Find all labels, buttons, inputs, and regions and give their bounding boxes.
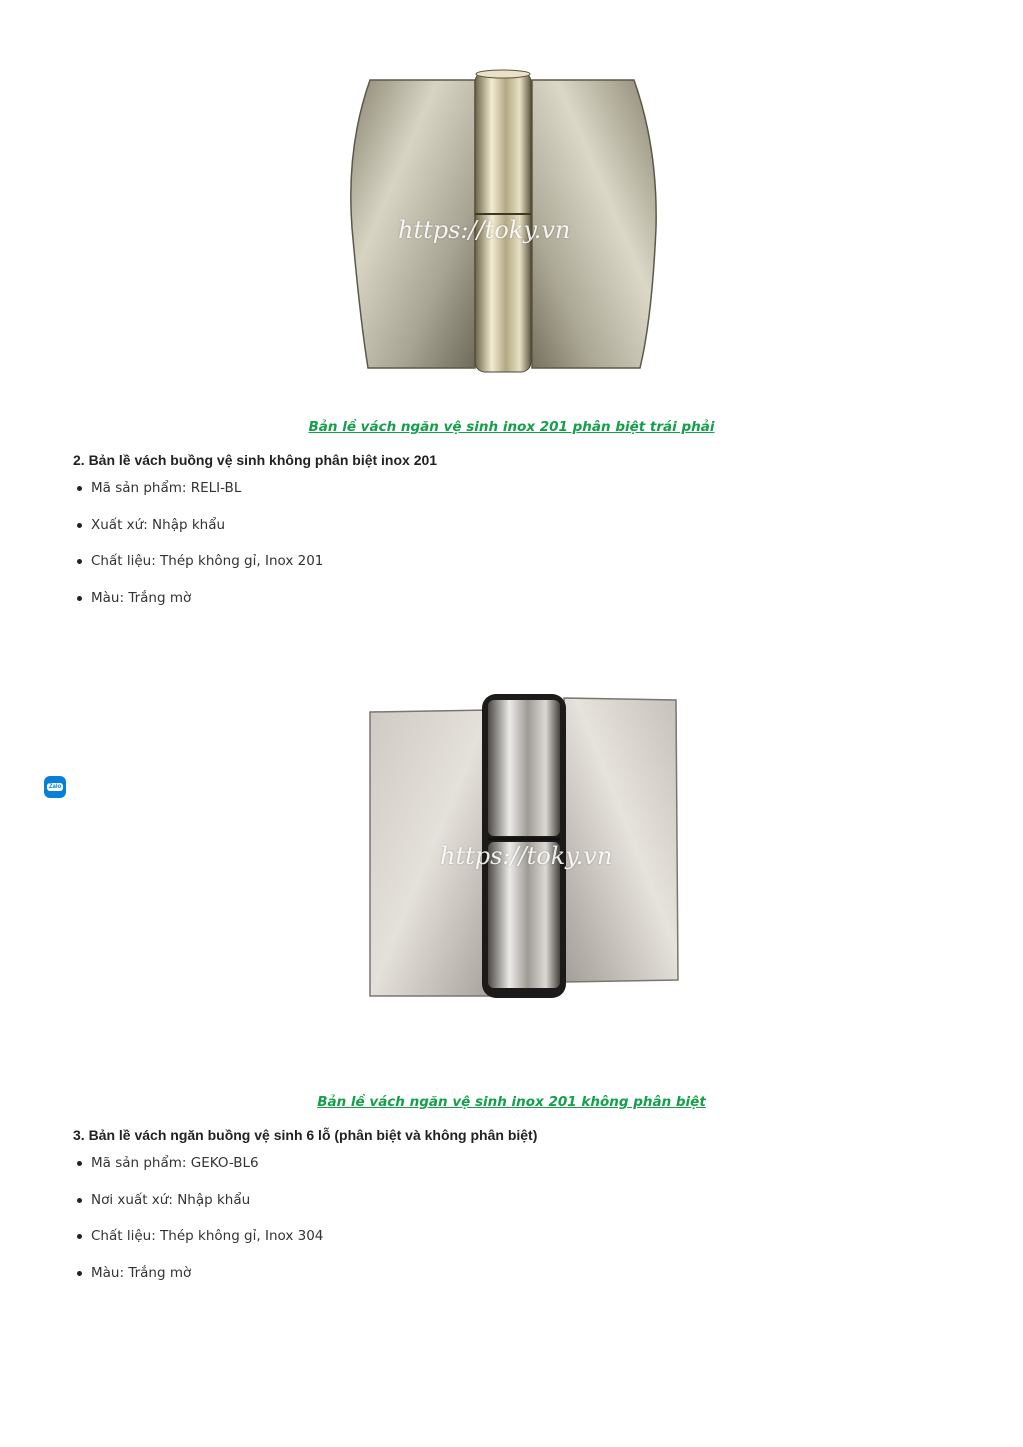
list-item: Màu: Trắng mờ — [73, 589, 323, 626]
spec-list-3 — [73, 1154, 323, 1300]
figure-caption-2[interactable]: Bản lề vách ngăn vệ sinh inox 201 không phân biệt — [317, 1094, 706, 1110]
zalo-chat-icon[interactable] — [44, 776, 66, 798]
list-item: Nơi xuất xứ: Nhập khẩu — [73, 1191, 323, 1228]
list-item: Chất liệu: Thép không gỉ, Inox 304 — [73, 1227, 323, 1264]
section-heading-3: 3. Bản lề vách ngăn buồng vệ sinh 6 lỗ (phân biệt và không phân biệt) — [73, 1127, 538, 1143]
list-item: Mã sản phẩm: GEKO-BL6 — [73, 1154, 323, 1191]
list-item: Chất liệu: Thép không gỉ, Inox 201 — [73, 552, 323, 589]
spec-list-2 — [73, 479, 323, 625]
figure-caption-1[interactable]: Bản lề vách ngăn vệ sinh inox 201 phân biệt trái phải — [308, 419, 715, 435]
hinge-image-1 — [340, 68, 670, 378]
list-item: Màu: Trắng mờ — [73, 1264, 323, 1301]
watermark-text: https://toky.vn — [398, 216, 571, 244]
zalo-label: Zalo — [48, 784, 62, 790]
list-item: Xuất xứ: Nhập khẩu — [73, 516, 323, 553]
hinge-image-2 — [366, 690, 682, 1002]
list-item: Mã sản phẩm: RELI-BL — [73, 479, 323, 516]
section-heading-2: 2. Bản lề vách buồng vệ sinh không phân biệt inox 201 — [73, 452, 438, 468]
watermark-text: https://toky.vn — [440, 842, 613, 870]
